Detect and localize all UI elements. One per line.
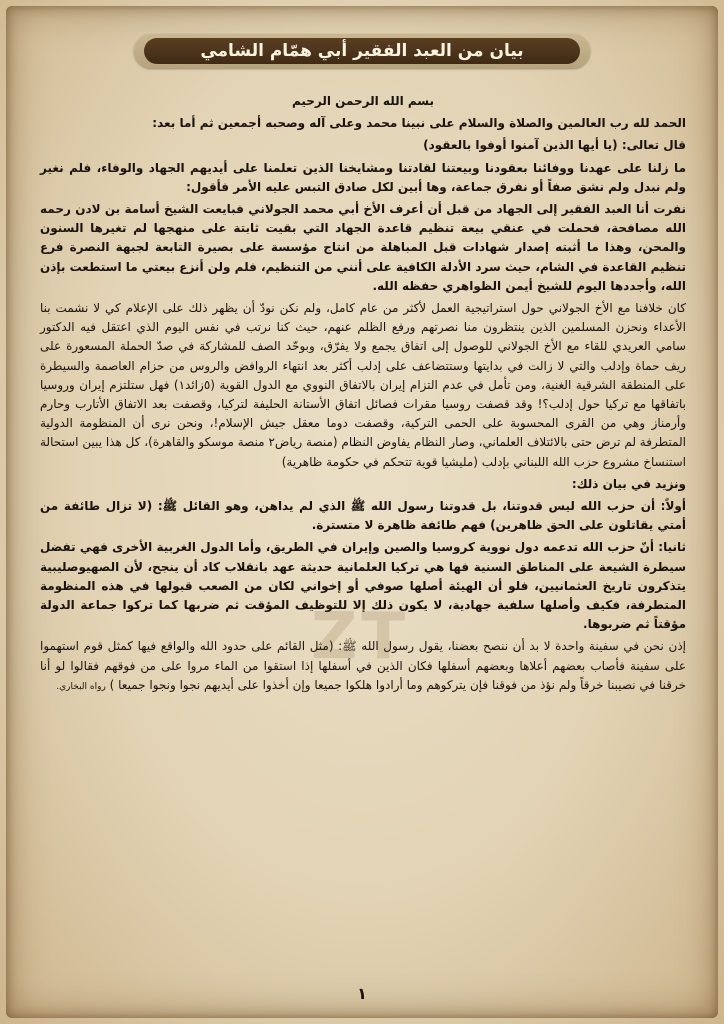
quran-verse: قال تعالى: (يا أيها الذين آمنوا أوفوا بالعقود) xyxy=(423,138,686,153)
page-number: ١ xyxy=(357,984,367,1003)
watermark-logo: ZT xyxy=(310,600,410,674)
opening-praise: الحمد لله رب العالمين والصلاة والسلام على نبينا محمد وعلى آله وصحبه أجمعين ثم أما بعد: xyxy=(152,116,686,131)
hadith-source: رواه البخاري. xyxy=(56,681,106,692)
paragraph-point-two: ثانيا: أنّ حزب الله تدعمه دول نووية كروسيا والصين وإيران في الطريق، وأما الدول الغربية الأخرى فهي تفضل سيطرة الشيعة على المناطق السنية فها هي تركيا العلمانية حديثة عهد بانقلاب كاد أن ينجح، لأن الصهيوصليبية يتذكرون تاريخ العثمانيين، فلو أن الهيئة أصلها صوفي أو إخواني لكان من الصعب قبولها في هذه المنظومة المتطرفة، فكيف وأصلها سلفية جهادية، لا يكون ذلك إلا للتوظيف المؤقت ثم ضربها كما تركوا جماعة الدولة مؤقتاً ثم ضربوها. xyxy=(40,540,686,632)
paragraph-intro-points: ونزيد في بيان ذلك: xyxy=(571,476,686,491)
paragraph-ship-hadith xyxy=(40,637,686,697)
hadith-text: إذن نحن في سفينة واحدة لا بد أن ننصح بعضنا، يقول رسول الله ﷺ: (مثل القائم على حدود الله والواقع فيها كمثل قوم استهموا على سفينة فأصاب بعضهم أعلاها وبعضهم أسفلها فكان الذين في أسفلها إذا استقوا من الماء مروا على من فوقهم فقالوا لو أنا خرقنا في نصيبنا خرقاً ولم نؤذ من فوقنا فإن يتركوهم وما أرادوا هلكوا جميعا وإن أخذوا على أيديهم نجوا ونجوا جميعا ) xyxy=(40,639,686,692)
paragraph-point-one: أولاً: أن حزب الله ليس قدوتنا، بل قدوتنا رسول الله ﷺ الذي لم يداهن، وهو القائل ﷺ: (لا تزال طائفة من أمتي يقاتلون على الحق ظاهرين) فهم طائفة ظاهرة لا متسترة. xyxy=(40,499,686,533)
paragraph-disagreement: كان خلافنا مع الأخ الجولاني حول استراتيجية العمل لأكثر من عام كامل، ولم نكن نودّ أن يظهر ذلك على الإعلام كي لا نشمت بنا الأعداء ونحزن المسلمين الذين ينتظرون منا نصرتهم ورفع الظلم عنهم، حيث كنا نرتب في نفس اليوم الذي اعتقل فيه الدكتور سامي العريدي للقاء مع الأخ الجولاني للوصول إلى اتفاق يجمع ولا يفرّق، وبوحّد الصف للمشاركة في صدّ الحملة المسعورة على ريف حماة وإدلب والتي لا زالت في بدايتها وستتضاعف على إدلب أكثر بعد انتهاء الروافض والروس من حزام العاصمة والسيطرة على المنطقة الشرقية الغنية، ومن تأمل في عدم التزام إيران بالاتفاق النووي مع الدول القوية (٥زائد١) فهل ستلتزم إيران وروسيا باتفاقها مع تركيا حول إدلب؟! وقد قصفت روسيا مقرات فصائل اتفاق الأستانة الحليفة لتركيا، وقصفت بعد الاتفاق الأتارب وحارم وأرمناز وهي من القرى المحسوبة على الحمى التركية، وقصفت دوما معقل جيش الإسلام!، ونحن نرى أن المنظومة الدولية المتطرفة لم ترض حتى بالائتلاف العلماني، وصار النظام يفاوض النظام (منصة رياض٢ منصة موسكو والقاهرة)، كل هذا يبين استحالة استنساخ مشروع حزب الله اللبناني بإدلب (مليشيا قوية تتحكم في حكومة ظاهرية) xyxy=(40,301,686,469)
paragraph-pledge: نفرت أنا العبد الفقير إلى الجهاد من قبل أن أعرف الأخ أبي محمد الجولاني فبايعت الشيخ أسامة بن لادن رحمه الله مصافحة، فحملت في عنقي بيعة تنظيم قاعدة الجهاد التي بقيت ثابتة على منهجها لم تغيرها السنون والمحن، وهذا ما أثبته إصدار شهادات قبل المباهلة من انتاج مؤسسة على بصيرة التابعة لجبهة النصرة فرع تنظيم القاعدة في الشام، حيث سرد الأدلة الكافية على أنني من التنظيم، فلم ولن أنزع بيعتي ما استطعت بإذن الله، وأجددها اليوم للشيخ أيمن الظواهري حفظه الله. xyxy=(40,202,686,293)
title-banner xyxy=(134,34,590,68)
paragraph-loyalty: ما زلنا على عهدنا ووفائنا بعقودنا وبيعتنا لقادتنا ومشايخنا الذين تعلمنا على أيديهم الجهاد والوفاء، فلم نغير ولم نبدل ولم نشق صفاً أو نفرق جماعة، وها أبين لكل صادق التبس عليه الأمر فأقول: xyxy=(40,160,686,194)
statement-body xyxy=(40,92,686,700)
page-title: بيان من العبد الفقير أبي همّام الشامي xyxy=(144,38,580,64)
basmala: بسم الله الرحمن الرحيم xyxy=(291,94,435,108)
